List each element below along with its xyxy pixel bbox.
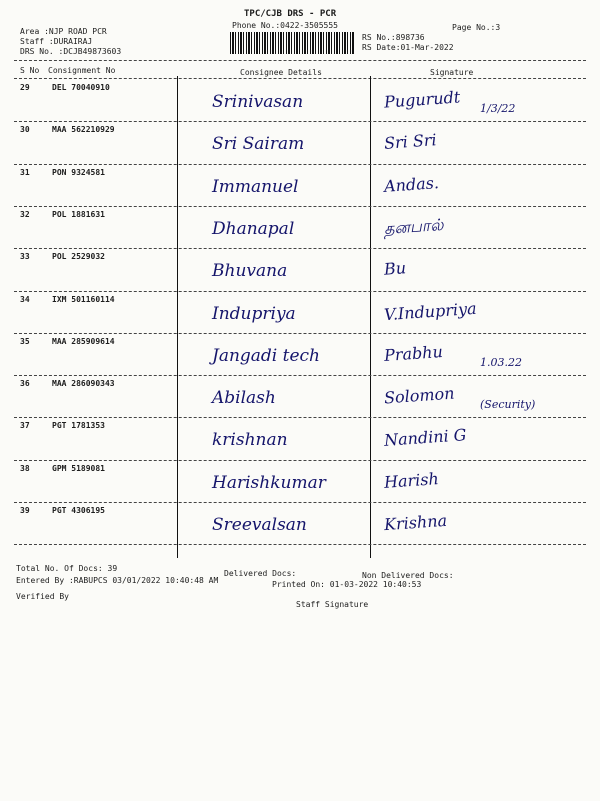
row-divider bbox=[14, 291, 586, 292]
consignment-number: POL 1881631 bbox=[52, 209, 105, 219]
staff-label: Staff :DURAIRAJ bbox=[20, 37, 93, 46]
verified-by: Verified By bbox=[16, 592, 69, 601]
row-divider bbox=[14, 164, 586, 165]
consignment-number: PON 9324581 bbox=[52, 167, 105, 177]
document-title: TPC/CJB DRS - PCR bbox=[244, 9, 337, 19]
consignee-name: Indupriya bbox=[212, 303, 296, 324]
column-consignment: Consignment No bbox=[48, 66, 116, 75]
row-sno: 29 bbox=[20, 83, 30, 92]
receiver-signature: Bu bbox=[383, 258, 407, 279]
non-delivered-docs: Non Delivered Docs: bbox=[362, 571, 454, 580]
consignee-name: Harishkumar bbox=[212, 472, 326, 493]
row-sno: 30 bbox=[20, 125, 30, 135]
receiver-signature: Andas. bbox=[383, 172, 440, 196]
signature-note: (Security) bbox=[480, 398, 536, 412]
receiver-signature: Solomon bbox=[383, 383, 456, 408]
consignee-name: Abilash bbox=[212, 388, 276, 409]
entered-by: Entered By :RABUPCS 03/01/2022 10:40:48 AM bbox=[16, 576, 219, 585]
consignment-number: POL 2529032 bbox=[52, 252, 105, 262]
receiver-signature: Harish bbox=[383, 468, 440, 492]
barcode-image bbox=[230, 32, 354, 54]
row-divider bbox=[14, 544, 586, 545]
total-docs: Total No. Of Docs: 39 bbox=[16, 564, 118, 573]
delivered-docs: Delivered Docs: bbox=[224, 569, 297, 578]
rs-date: RS Date:01-Mar-2022 bbox=[362, 43, 454, 52]
column-signature: Signature bbox=[430, 68, 474, 77]
receiver-signature: Krishna bbox=[383, 510, 448, 535]
consignment-number: MAA 562210929 bbox=[52, 125, 115, 135]
consignee-name: Sreevalsan bbox=[212, 515, 307, 535]
row-sno: 38 bbox=[20, 463, 30, 473]
rs-number: RS No.:898736 bbox=[362, 33, 425, 42]
receiver-signature: Sri Sri bbox=[383, 130, 438, 154]
area-label: Area :NJP ROAD PCR bbox=[20, 27, 107, 36]
printed-on: Printed On: 01-03-2022 10:40:53 bbox=[272, 580, 422, 589]
row-divider bbox=[14, 417, 586, 418]
row-sno: 36 bbox=[20, 379, 30, 389]
consignment-number: MAA 285909614 bbox=[52, 336, 115, 346]
receiver-signature: Pugurudt bbox=[383, 87, 461, 112]
signature-note: 1/3/22 bbox=[480, 102, 516, 115]
consignee-name: Sri Sairam bbox=[212, 134, 305, 155]
header-divider-top bbox=[14, 60, 586, 61]
row-divider bbox=[14, 206, 586, 207]
page-number: Page No.:3 bbox=[452, 23, 501, 32]
consignee-name: Jangadi tech bbox=[212, 345, 321, 366]
row-sno: 35 bbox=[20, 336, 30, 346]
consignment-number: DEL 70040910 bbox=[52, 83, 110, 92]
row-sno: 34 bbox=[20, 294, 30, 304]
column-sno: S No bbox=[20, 66, 40, 75]
column-divider-left bbox=[177, 76, 178, 558]
row-divider bbox=[14, 375, 586, 376]
row-sno: 39 bbox=[20, 506, 30, 515]
consignment-number: PGT 4306195 bbox=[52, 506, 105, 515]
consignee-name: krishnan bbox=[212, 430, 288, 451]
row-divider bbox=[14, 248, 586, 249]
row-sno: 31 bbox=[20, 167, 30, 177]
receiver-signature: Nandini G bbox=[383, 425, 468, 451]
column-consignee: Consignee Details bbox=[240, 68, 322, 77]
consignment-number: GPM 5189081 bbox=[52, 463, 105, 473]
signature-note: 1.03.22 bbox=[480, 355, 522, 369]
header-divider-bottom bbox=[14, 78, 586, 79]
row-divider bbox=[14, 121, 586, 122]
receiver-signature: V.Indupriya bbox=[383, 298, 478, 324]
consignment-number: IXM 501160114 bbox=[52, 294, 115, 304]
row-sno: 37 bbox=[20, 421, 30, 431]
row-divider bbox=[14, 502, 586, 503]
row-divider bbox=[14, 333, 586, 334]
consignee-name: Dhanapal bbox=[212, 218, 295, 239]
row-sno: 33 bbox=[20, 252, 30, 262]
consignee-name: Immanuel bbox=[212, 176, 299, 197]
row-divider bbox=[14, 460, 586, 461]
receiver-signature: Prabhu bbox=[383, 341, 444, 365]
receiver-signature: தனபால் bbox=[383, 214, 445, 238]
consignee-name: Srinivasan bbox=[212, 92, 304, 112]
consignment-number: MAA 286090343 bbox=[52, 379, 115, 389]
column-divider-right bbox=[370, 76, 371, 558]
phone-number: Phone No.:0422-3505555 bbox=[232, 21, 338, 30]
drs-number: DRS No. :DCJB49873603 bbox=[20, 47, 122, 56]
consignment-number: PGT 1781353 bbox=[52, 421, 105, 431]
consignee-name: Bhuvana bbox=[212, 261, 288, 282]
row-sno: 32 bbox=[20, 209, 30, 219]
staff-signature: Staff Signature bbox=[296, 600, 369, 609]
